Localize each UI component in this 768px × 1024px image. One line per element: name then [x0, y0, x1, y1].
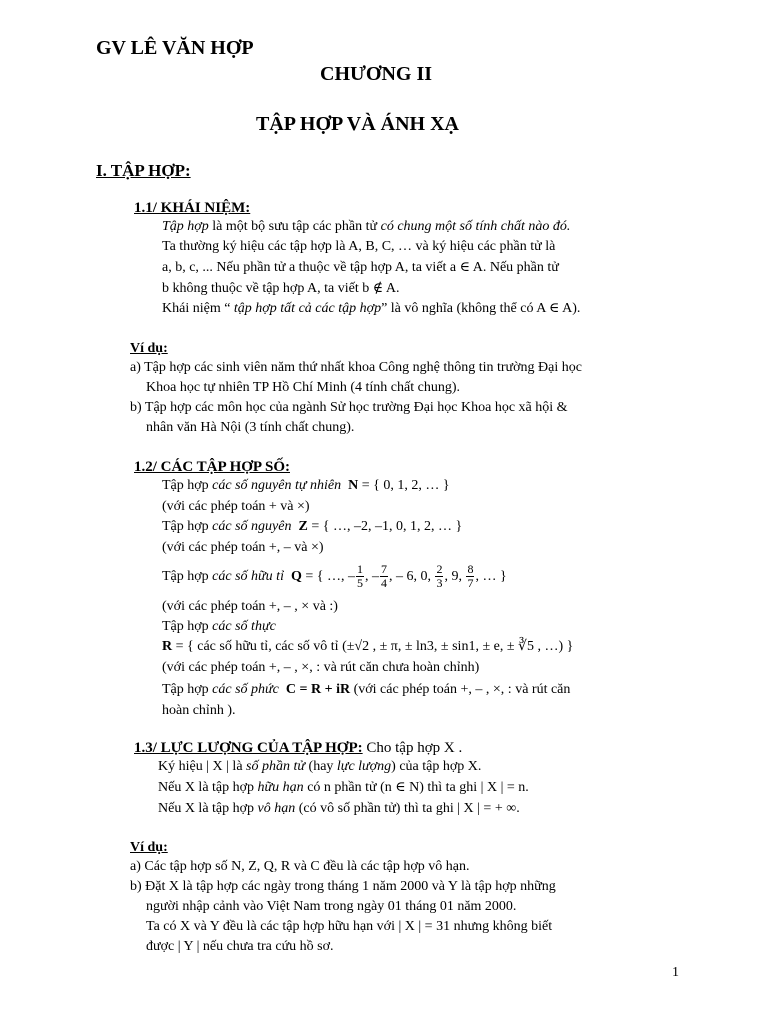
operations-line: (với các phép toán +, – , × và :): [162, 599, 338, 614]
operations-line: (với các phép toán +, – , ×, : và rút căn chưa hoàn chỉnh): [162, 660, 480, 675]
example-line: b) Tập hợp các môn học của ngành Sử học trường Đại học Khoa học xã hội &: [130, 400, 568, 415]
fraction: $\frac{8}{7}$: [467, 562, 474, 591]
page-title: TẬP HỢP VÀ ÁNH XẠ: [256, 113, 459, 135]
example-line: a) Tập hợp các sinh viên năm thứ nhất khoa Công nghệ thông tin trường Đại học: [130, 360, 582, 375]
example-line: Ta có X và Y đều là các tập hợp hữu hạn với | X | = 31 nhưng không biết: [146, 919, 553, 934]
text: ” là vô nghĩa (không thể có A ∈ A).: [381, 301, 581, 316]
subsection-heading-1-3: 1.3/ LỰC LƯỢNG CỦA TẬP HỢP: Cho tập hợp X .: [134, 740, 463, 756]
reals-set-line: R = { các số hữu tỉ, các số vô tỉ (±√2 , ± π, ± ln3, ± sin1, ± e, ± ∛5 , …) }: [162, 639, 574, 654]
reals-line: Tập hợp các số thực: [162, 619, 276, 634]
rationals-line: Tập hợp các số hữu tỉ Q = { …, – $\frac{1}{5}$ , – $\frac{7}{4}$ , – 6, 0, $\frac{2}{3}$ , 9, $\frac{8}{7}$ , … }: [162, 562, 507, 591]
example-line: được | Y | nếu chưa tra cứu hồ sơ.: [146, 939, 334, 954]
integers-line: Tập hợp các số nguyên Z = { …, –2, –1, 0, 1, 2, … }: [162, 519, 463, 534]
infinite-set-line: Nếu X là tập hợp vô hạn (có vô số phần tử) thì ta ghi | X | = + ∞.: [158, 801, 520, 816]
example-heading: Ví dụ:: [130, 840, 168, 855]
text-line: b không thuộc về tập hợp A, ta viết b ∉ A.: [162, 281, 400, 296]
text: Khái niệm “: [162, 301, 234, 316]
operations-line: (với các phép toán + và ×): [162, 499, 310, 514]
example-line: b) Đặt X là tập hợp các ngày trong tháng 1 năm 2000 và Y là tập hợp những: [130, 879, 556, 894]
author-name: GV LÊ VĂN HỢP: [96, 37, 254, 59]
text: là một bộ sưu tập các phần tử: [208, 219, 381, 234]
term: có chung một số tính chất nào đó.: [380, 219, 571, 234]
subsection-heading-1-1: [134, 201, 250, 216]
text-line: Ta thường ký hiệu các tập hợp là A, B, C, … và ký hiệu các phần tử là: [162, 239, 556, 254]
natural-numbers-line: Tập hợp các số nguyên tự nhiên N = { 0, 1, 2, … }: [162, 478, 450, 493]
example-line: a) Các tập hợp số N, Z, Q, R và C đều là các tập hợp vô hạn.: [130, 859, 470, 874]
section-heading: I. TẬP HỢP:: [96, 161, 191, 180]
fraction: $\frac{1}{5}$: [356, 562, 363, 591]
text-line: [162, 302, 580, 316]
cardinality-line: Ký hiệu | X | là số phần tử (hay lực lượng) của tập hợp X.: [158, 759, 482, 774]
page-number: 1: [672, 965, 679, 980]
term: tập hợp tất cả các tập hợp: [233, 301, 382, 316]
fraction: $\frac{2}{3}$: [436, 562, 443, 591]
example-line: người nhập cảnh vào Việt Nam trong ngày 01 tháng 01 năm 2000.: [146, 899, 517, 914]
subsection-heading-1-2: 1.2/ CÁC TẬP HỢP SỐ:: [134, 459, 290, 475]
complex-line: Tập hợp các số phức C = R + iR (với các phép toán +, – , ×, : và rút căn: [162, 682, 571, 697]
text-line: a, b, c, ... Nếu phần tử a thuộc về tập hợp A, ta viết a ∈ A. Nếu phần tử: [162, 260, 559, 275]
chapter-title: CHƯƠNG II: [320, 63, 433, 85]
example-line: Khoa học tự nhiên TP Hồ Chí Minh (4 tính chất chung).: [146, 380, 460, 395]
operations-line: hoàn chỉnh ).: [162, 703, 236, 718]
finite-set-line: Nếu X là tập hợp hữu hạn có n phần tử (n ∈ N) thì ta ghi | X | = n.: [158, 780, 529, 795]
example-heading: Ví dụ:: [130, 341, 168, 356]
term: Tập hợp: [162, 219, 209, 234]
fraction: $\frac{7}{4}$: [380, 562, 387, 591]
operations-line: (với các phép toán +, – và ×): [162, 540, 324, 555]
example-line: nhân văn Hà Nội (3 tính chất chung).: [146, 420, 355, 435]
definition-line: [162, 220, 570, 234]
subsection-heading-text: 1.1/ KHÁI NIỆM:: [134, 200, 251, 216]
